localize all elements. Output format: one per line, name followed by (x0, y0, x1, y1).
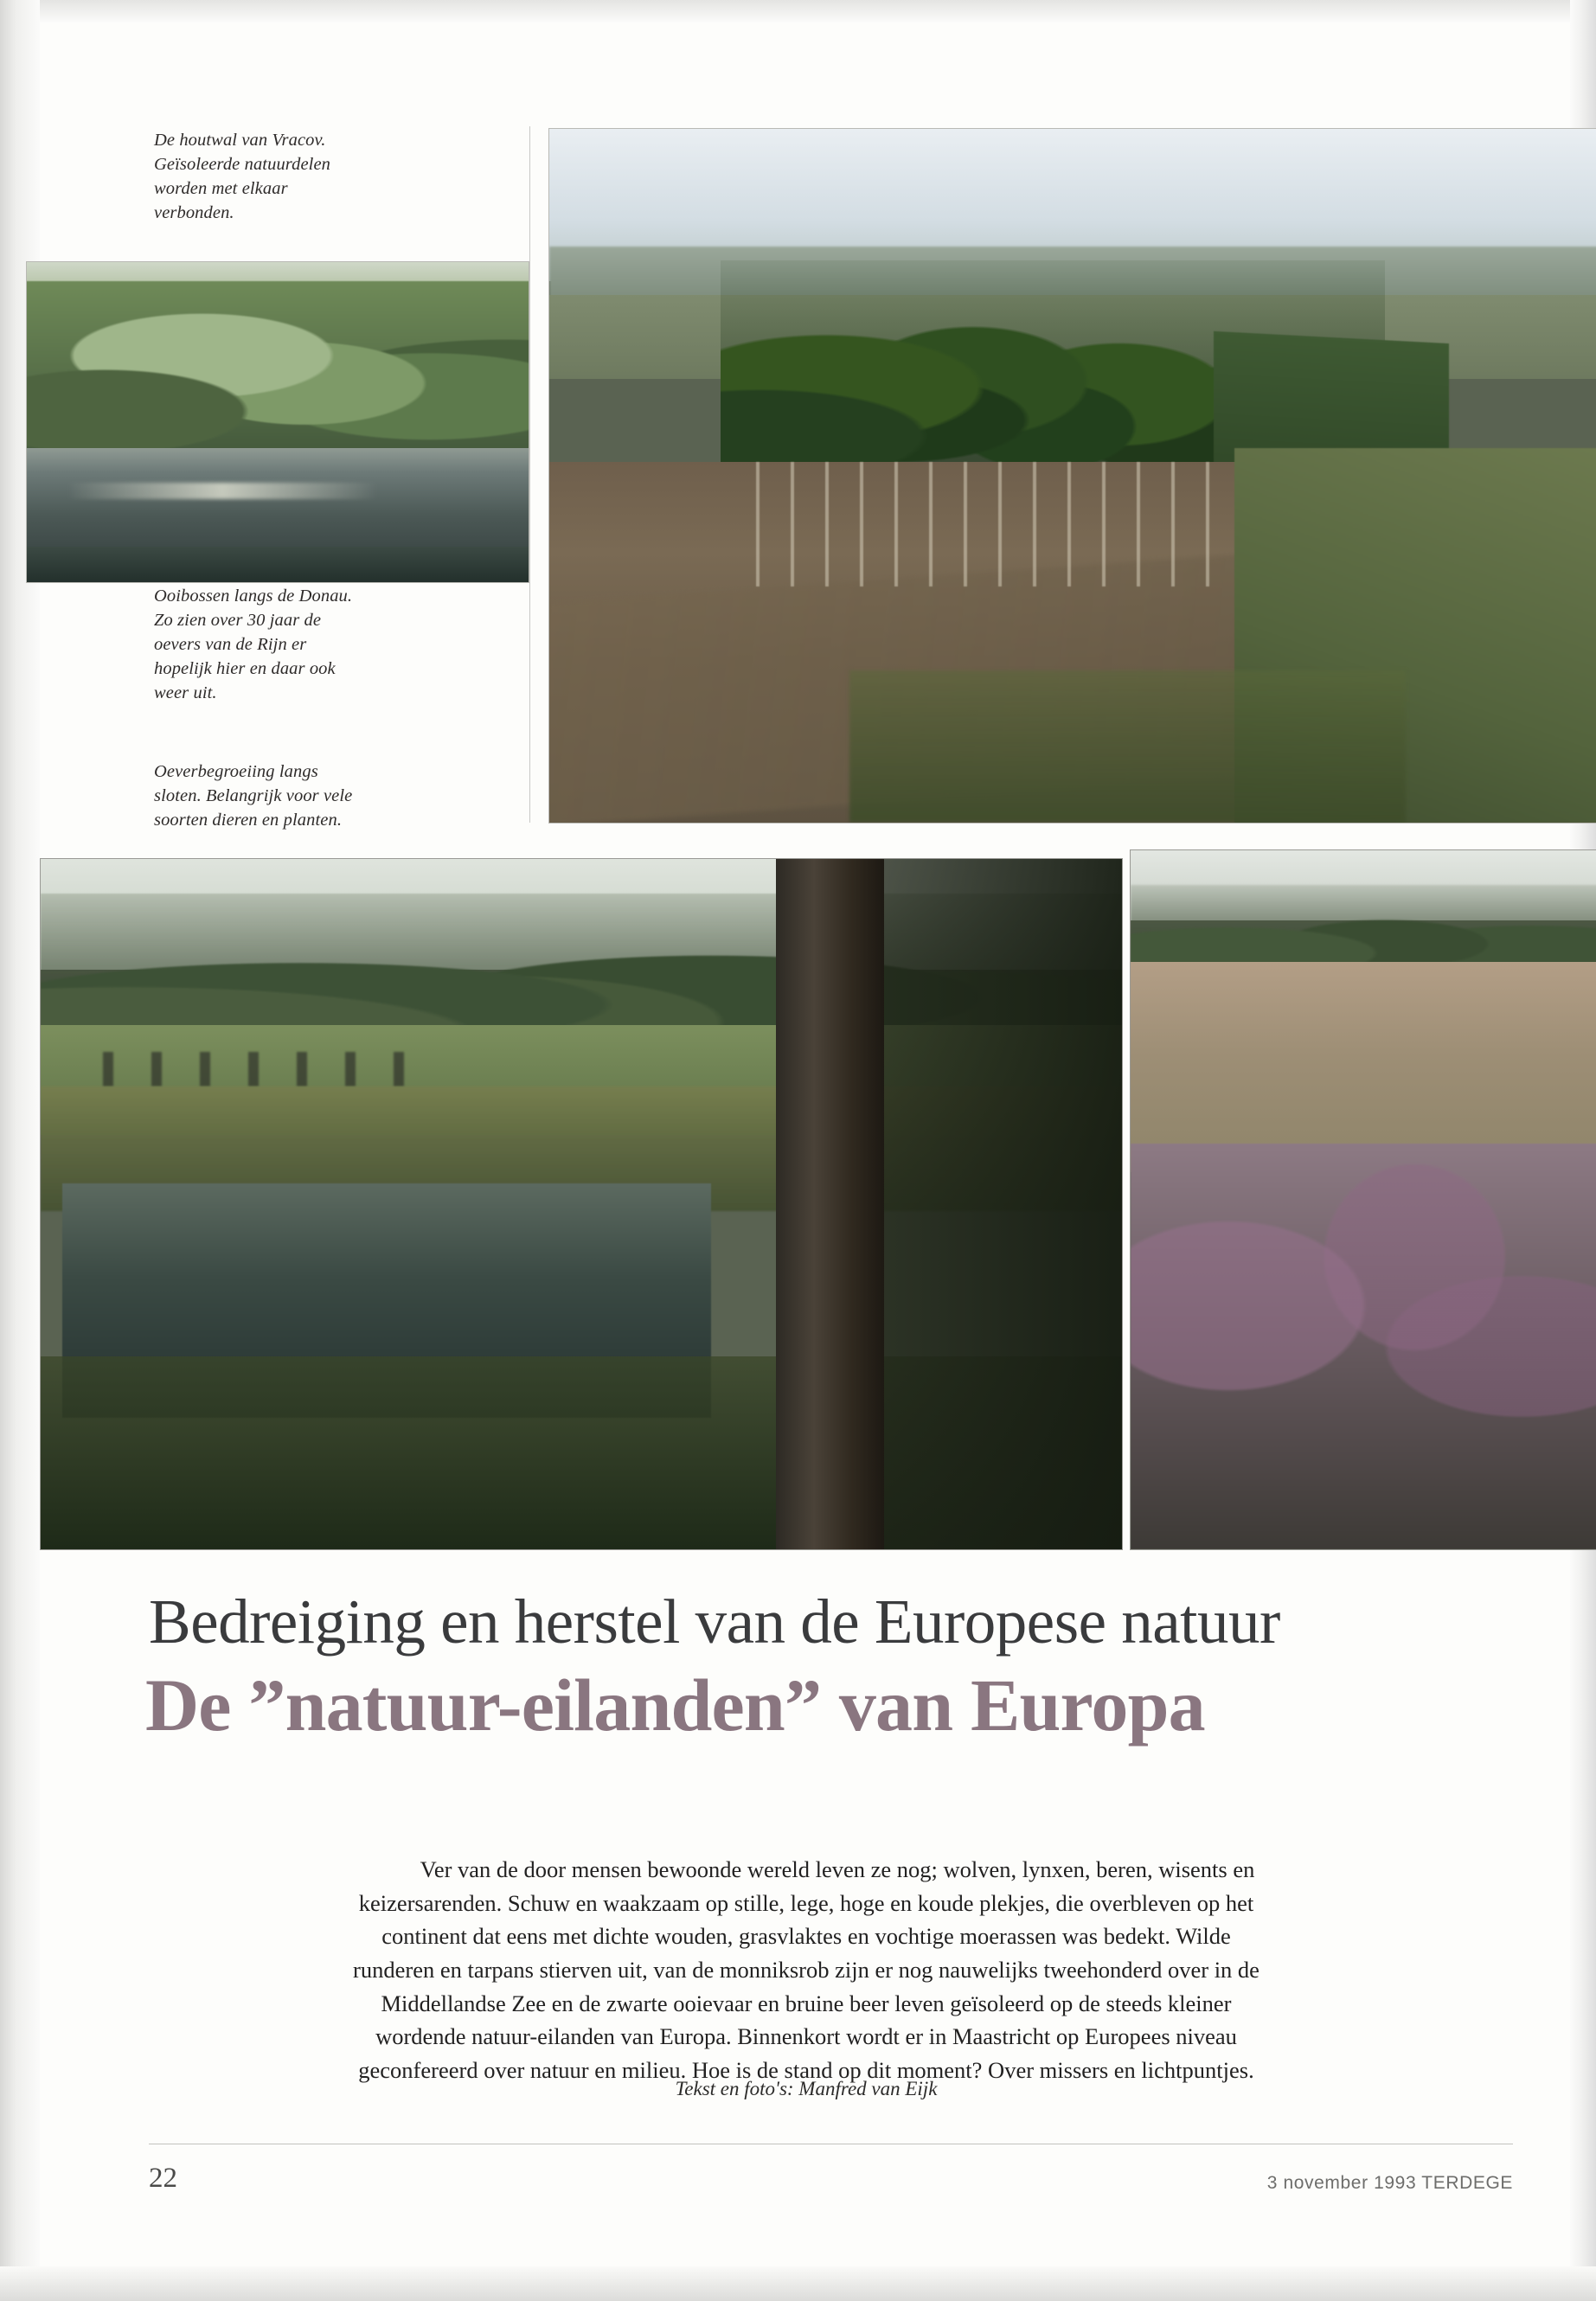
issue-info: 3 november 1993 TERDEGE (1266, 2173, 1513, 2193)
photo-water-glint (67, 483, 378, 499)
intro-line: Ver van de door mensen bewoonde wereld leven ze nog; wolven, lynxen, beren, wisents en (420, 1856, 1255, 1882)
scan-edge-bottom (0, 2266, 1596, 2301)
intro-line: keizersarenden. Schuw en waakzaam op stille, lege, hoge en koude plekjes, die overbleven op het (358, 1889, 1254, 1916)
photo-oeverbegroeiing-sloot (40, 858, 1123, 1550)
photo-dark-edge-layer (884, 859, 1122, 1549)
intro-line: wordende natuur-eilanden van Europa. Binnenkort wordt er in Maastricht op Europees niveau (375, 2023, 1237, 2050)
column-divider (529, 126, 530, 823)
caption-ooibossen-donau: Ooibossen langs de Donau. Zo zien over 30 jaar de oevers van de Rijn er hopelijk hier en daar ook weer uit. (154, 586, 353, 703)
photo-tree-trunk-layer (776, 859, 884, 1549)
photo-houtwal-vracov (548, 128, 1596, 824)
photo-grassland-layer (1131, 962, 1596, 1171)
article-headline: De ”natuur-eilanden” van Europa (145, 1663, 1205, 1747)
caption-houtwal-vracov: De houtwal van Vracov. Geïsoleerde natuurdelen worden met elkaar verbonden. (154, 131, 331, 223)
article-byline: Tekst en foto's: Manfred van Eijk (675, 2078, 938, 2099)
intro-line: continent dat eens met dichte wouden, grasvlaktes en vochtige moerassen was bedekt. Wilde (381, 1923, 1231, 1950)
intro-line: Middellandse Zee en de zwarte ooievaar en bruine beer leven geïsoleerd op de steeds kleiner (381, 1990, 1232, 2016)
photo-ooibossen-donau (26, 261, 529, 583)
article-kicker: Bedreiging en herstel van de Europese natuur (149, 1586, 1280, 1657)
scan-edge-top (0, 0, 1596, 22)
photo-bank-layer (27, 547, 529, 582)
photo-heide (1130, 849, 1596, 1550)
intro-line: runderen en tarpans stierven uit, van de monniksrob zijn er nog nauwelijks tweehonderd over in de (353, 1957, 1259, 1984)
photo-cattle-layer (84, 1052, 408, 1086)
intro-line: geconfereerd over natuur en milieu. Hoe is de stand op dit moment? Over missers en lichtpuntjes. (358, 2057, 1254, 2084)
photo-grass-foreground-layer (849, 670, 1407, 823)
photo-heather-layer (1131, 1144, 1596, 1549)
photo-tree-stakes-layer (742, 462, 1299, 586)
page-number: 22 (149, 2163, 177, 2194)
article-intro (152, 1853, 1460, 2087)
photo-treeline-layer (26, 281, 529, 467)
caption-oeverbegroeiing-sloten: Oeverbegroeiing langs sloten. Belangrijk voor vele soorten dieren en planten. (154, 762, 353, 830)
